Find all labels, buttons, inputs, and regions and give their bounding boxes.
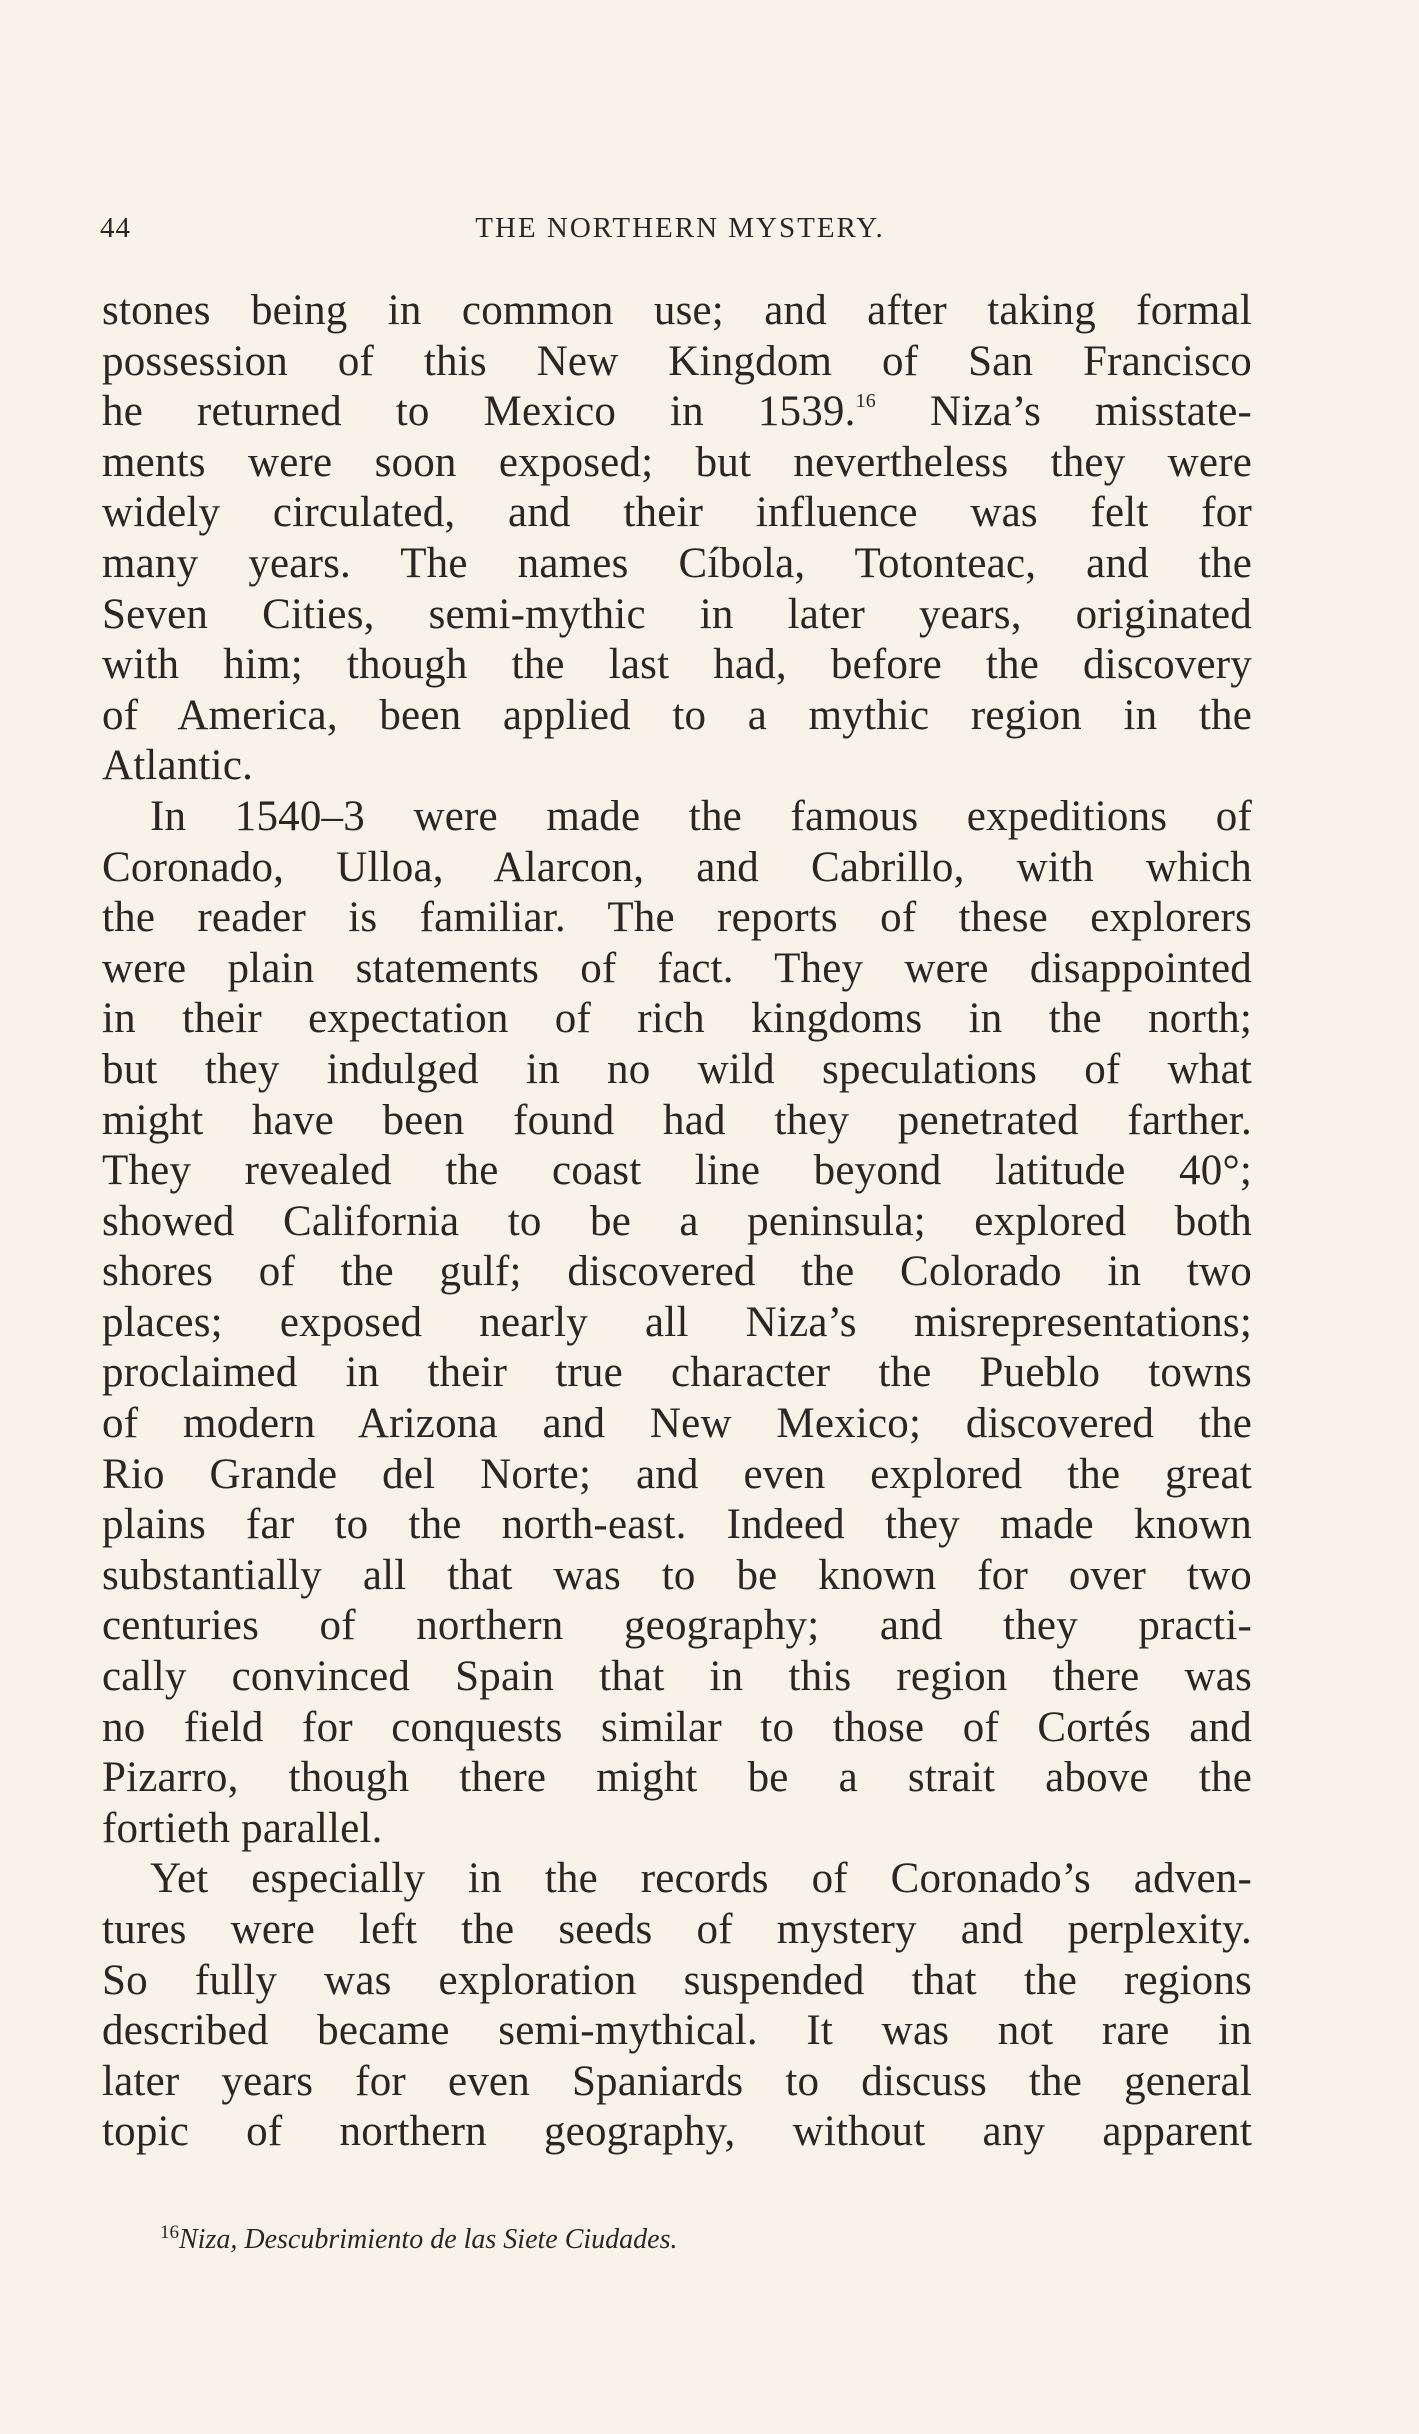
paragraph bbox=[102, 1854, 1252, 2158]
footnote bbox=[160, 2222, 678, 2256]
paragraph bbox=[102, 792, 1252, 1854]
body-text bbox=[102, 286, 1252, 2158]
text-line: topic of northern geography, without any apparent bbox=[102, 2108, 1252, 2156]
text-line: So fully was exploration suspended that the regions bbox=[102, 1956, 1252, 2004]
text-line: in their expectation of rich kingdoms in the north; bbox=[102, 995, 1252, 1043]
paragraph bbox=[102, 286, 1252, 792]
page-number: 44 bbox=[100, 212, 131, 244]
text-line: cally convinced Spain that in this region there was bbox=[102, 1653, 1252, 1701]
footnote-mark: 16 bbox=[160, 2222, 179, 2243]
text-line: Yet especially in the records of Coronado’s adven- bbox=[150, 1855, 1252, 1903]
text-line: proclaimed in their true character the Pueblo towns bbox=[102, 1349, 1252, 1397]
text-line: many years. The names Cíbola, Totonteac, and the bbox=[102, 539, 1252, 587]
text-line: later years for even Spaniards to discuss the general bbox=[102, 2057, 1252, 2105]
text-line: substantially all that was to be known for over two bbox=[102, 1551, 1252, 1599]
text-line: were plain statements of fact. They were disappointed bbox=[102, 944, 1252, 992]
text-line: stones being in common use; and after taking formal bbox=[102, 287, 1252, 334]
text-line-with-footnote-ref bbox=[102, 387, 1252, 438]
text-line: They revealed the coast line beyond latitude 40°; bbox=[102, 1147, 1252, 1195]
text-line: described became semi-mythical. It was not rare in bbox=[102, 2007, 1252, 2055]
text-line: centuries of northern geography; and they practi- bbox=[102, 1602, 1252, 1650]
text-line: with him; though the last had, before the discovery bbox=[102, 641, 1252, 689]
text-line: shores of the gulf; discovered the Colorado in two bbox=[102, 1248, 1252, 1296]
text-line: of America, been applied to a mythic region in the bbox=[102, 691, 1252, 739]
running-head bbox=[100, 212, 1260, 252]
text-segment: Niza’s misstate- bbox=[876, 388, 1252, 436]
text-line: might have been found had they penetrated farther. bbox=[102, 1096, 1252, 1144]
text-line: widely circulated, and their influence was felt for bbox=[102, 489, 1252, 537]
text-line: In 1540–3 were made the famous expeditions of bbox=[150, 792, 1252, 840]
text-line: Rio Grande del Norte; and even explored the great bbox=[102, 1450, 1252, 1498]
text-line: possession of this New Kingdom of San Francisco bbox=[102, 337, 1252, 385]
text-line: showed California to be a peninsula; explored both bbox=[102, 1197, 1252, 1245]
text-line: Seven Cities, semi-mythic in later years, originated bbox=[102, 590, 1252, 638]
text-line: plains far to the north-east. Indeed they made known bbox=[102, 1501, 1252, 1549]
text-line: ments were soon exposed; but nevertheless they were bbox=[102, 438, 1252, 486]
footnote-reference: 16 bbox=[855, 390, 876, 413]
text-line: no field for conquests similar to those of Cortés and bbox=[102, 1703, 1252, 1751]
text-line: Pizarro, though there might be a strait above the bbox=[102, 1754, 1252, 1802]
text-line: but they indulged in no wild speculations of what bbox=[102, 1045, 1252, 1093]
running-head-title: THE NORTHERN MYSTERY. bbox=[475, 212, 885, 244]
text-line: Atlantic. bbox=[102, 742, 254, 790]
text-segment: he returned to Mexico in 1539. bbox=[102, 388, 856, 436]
footnote-text: Niza, Descubrimiento de las Siete Ciudades. bbox=[179, 2224, 678, 2255]
text-line: Coronado, Ulloa, Alarcon, and Cabrillo, with which bbox=[102, 843, 1252, 891]
text-line: tures were left the seeds of mystery and perplexity. bbox=[102, 1906, 1252, 1953]
text-line: the reader is familiar. The reports of these explorers bbox=[102, 894, 1252, 942]
text-line: places; exposed nearly all Niza’s misrepresentations; bbox=[102, 1298, 1252, 1346]
text-line: fortieth parallel. bbox=[102, 1804, 383, 1852]
text-line: of modern Arizona and New Mexico; discovered the bbox=[102, 1400, 1252, 1448]
